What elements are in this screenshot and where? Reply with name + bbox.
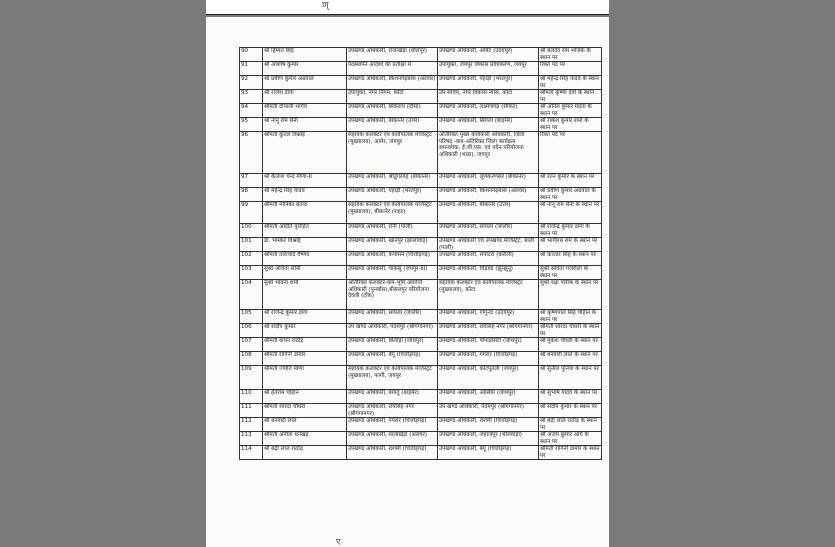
current-posting-cell: उपखण्ड अधिकारी, रायसिंह नगर (श्रीगंगानगर) (347, 404, 438, 418)
table-row (240, 202, 602, 224)
current-posting-cell: सहायक कलक्टर एवं कार्यपालक मजिस्ट्रेट (मुख्यालय), आमेर, जयपुर (347, 132, 438, 174)
remark-cell: श्री राकेश कुमार शर्मा के स्थान पर (539, 118, 602, 132)
serial-number-cell: 91 (240, 62, 263, 76)
officer-name-cell: श्री प्रवीण कुमार अग्रवाल (263, 76, 347, 90)
serial-number-cell: 94 (240, 104, 263, 118)
new-posting-cell: उपखण्ड अधिकारी, बेगूं (चित्तौड़गढ़) (438, 446, 539, 460)
new-posting-cell: उपखण्ड अधिकारी, रायसिंह नगर (श्रीगंगानगर) (438, 324, 539, 338)
officer-name-cell: श्रीमती ज्योति मीणा (263, 366, 347, 390)
current-posting-cell: उपखण्ड अधिकारी, सायला (जालौर) (347, 310, 438, 324)
table-row (240, 338, 602, 352)
table-row (240, 432, 602, 446)
remark-cell: श्री मुकेश चौधरी के स्थान पर (539, 338, 602, 352)
serial-number-cell: 96 (240, 132, 263, 174)
remark-cell: श्री प्रवीण कुमार अग्रवाल के स्थान पर (539, 188, 602, 202)
current-posting-cell: सहायक कलक्टर एवं कार्यपालक मजिस्ट्रेट (मुख्यालय), फागी, जयपुर (347, 366, 438, 390)
footer-mark: ए (336, 537, 341, 546)
table-row (240, 224, 602, 238)
table-row (240, 324, 602, 338)
current-posting-cell: उपखण्ड अधिकारी, रानी (पाली) (347, 224, 438, 238)
remark-cell: श्री बलदेव राम भोजक के स्थान पर (539, 48, 602, 62)
remark-cell: श्री रतन कुमार के स्थान पर (539, 174, 602, 188)
remark-cell: श्री बद्री लाल राठौड़ के स्थान पर (539, 418, 602, 432)
new-posting-cell: उपखण्ड अधिकारी, सायला (जालौर) (438, 224, 539, 238)
officer-name-cell: श्रीमती शारदा चौधरी (263, 404, 347, 418)
officer-name-cell: श्रीमती रागिनी डामोर (263, 352, 347, 366)
remark-cell: श्री नानू राम सैनी के स्थान पर (539, 202, 602, 224)
officer-name-cell: श्रीमती कंचन राठौड़ (263, 338, 347, 352)
table-row (240, 90, 602, 104)
serial-number-cell: 103 (240, 266, 263, 280)
officer-name-cell: सुश्री अर्चिता सोनी (263, 266, 347, 280)
officer-name-cell: श्री महेन्द्र सिंह यादव (263, 188, 347, 202)
current-posting-cell: उपखण्ड अधिकारी, चाकसू (जयपुर-III) (347, 266, 438, 280)
serial-number-cell: 100 (240, 224, 263, 238)
new-posting-cell: उपखण्ड अधिकारी, सपोटरा (करौली) (438, 252, 539, 266)
new-posting-cell: उपखण्ड अधिकारी, ओसियां (जोधपुर) (438, 390, 539, 404)
current-posting-cell: पदस्थापन आदेशों की प्रतीक्षा में (347, 62, 438, 76)
new-posting-cell: उपखण्ड अधिकारी, जहाजपुर (भीलवाड़ा) (438, 432, 539, 446)
serial-number-cell: 114 (240, 446, 263, 460)
officer-name-cell: श्रीमती अदिति पुरोहित (263, 224, 347, 238)
table-row (240, 266, 602, 280)
serial-number-cell: 98 (240, 188, 263, 202)
officer-name-cell: श्री नानू राम सैनी (263, 118, 347, 132)
new-posting-cell: उपखण्ड अधिकारी, कोटपूतली (जयपुर) (438, 366, 539, 390)
new-posting-cell: उपखण्ड अधिकारी, गंगरार (चित्तौड़गढ़) (438, 352, 539, 366)
serial-number-cell: 108 (240, 352, 263, 366)
serial-number-cell: 105 (240, 310, 263, 324)
serial-number-cell: 95 (240, 118, 263, 132)
table-row (240, 446, 602, 460)
serial-number-cell: 106 (240, 324, 263, 338)
remark-cell: श्री बनवारी लाल के स्थान पर (539, 352, 602, 366)
officer-name-cell: श्रीमती अनीता धनखड़ (263, 432, 347, 446)
officer-name-cell: श्रीमती दीपाली भार्गव (263, 104, 347, 118)
serial-number-cell: 93 (240, 90, 263, 104)
serial-number-cell: 111 (240, 404, 263, 418)
transfer-table-body (240, 48, 602, 460)
serial-number-cell: 99 (240, 202, 263, 224)
current-posting-cell: उपखण्ड अधिकारी, बेगूं (चित्तौड़गढ़) (347, 352, 438, 366)
remark-cell: रिक्त पद पर (539, 62, 602, 76)
new-posting-cell: उपखण्ड अधिकारी, राशमी (चित्तौड़गढ़) (438, 418, 539, 432)
table-row (240, 132, 602, 174)
table-row (240, 418, 602, 432)
table-row (240, 76, 602, 90)
current-posting-cell: उपखण्ड अधिकारी, बिलाड़ा (जोधपुर) (347, 338, 438, 352)
current-posting-cell: उपखण्ड अधिकारी, कपासन (चित्तौड़गढ़) (347, 252, 438, 266)
remark-cell: श्रीमती कृष्णा देवी के स्थान पर (539, 90, 602, 104)
officer-name-cell: सुश्री भावना शर्मा (263, 280, 347, 310)
current-posting-cell: उपखण्ड अधिकारी, राजाखेड़ा (धौलपुर) (347, 48, 438, 62)
serial-number-cell: 110 (240, 390, 263, 404)
officer-name-cell: श्री बद्री लाल राठौड़ (263, 446, 347, 460)
officer-name-cell: श्री कैलाश चन्द मीणा-II (263, 174, 347, 188)
officer-name-cell: श्री आशीष कुमार (263, 62, 347, 76)
current-posting-cell: उपखण्ड अधिकारी, सिकराय (दौसा) (347, 104, 438, 118)
new-posting-cell: अतिरिक्त मुख्य कार्यकारी अधिकारी, जिला परिषद् -कम-अतिरिक्त जिला कार्यक्रम समन्वयक, ई.जी.एस. एवं पदेन परियोजना अधिकारी (भाडा), जयपुर (438, 132, 539, 174)
new-posting-cell: उपखण्ड अधिकारी, आमेट (उदयपुर) (438, 48, 539, 62)
officer-name-cell: श्री बनवारी लाल (263, 418, 347, 432)
current-posting-cell: उपायुक्त, नगर निगम, कोटा (347, 90, 438, 104)
current-posting-cell: उपखण्ड अधिकारी, बायतु (बाड़मेर) (347, 390, 438, 404)
officer-name-cell: श्री राजेन्द्र कुमार डागा (263, 310, 347, 324)
current-posting-cell: उपखण्ड अधिकारी, पहाड़ी (भरतपुर) (347, 188, 438, 202)
remark-cell: श्रीमती रागिनी डामोर के स्थान पर (539, 446, 602, 460)
table-row (240, 280, 602, 310)
previous-page-edge (206, 0, 609, 15)
current-posting-cell: उपखण्ड अधिकारी, बीकानेर (उत्तर) (347, 118, 438, 132)
table-row (240, 404, 602, 418)
remark-cell: श्री कृष्णपाल सिंह चौहान के स्थान पर (539, 310, 602, 324)
officer-name-cell: श्रीमती मोनिका बतारा (263, 202, 347, 224)
remark-cell: श्री राजेन्द्र कुमार डागा के स्थान पर (539, 224, 602, 238)
remark-cell: श्री महेन्द्र सिंह यादव के स्थान पर (539, 76, 602, 90)
table-row (240, 118, 602, 132)
current-posting-cell: उपखण्ड अधिकारी, श्रीडूंगरगढ़ (बीकानेर) (347, 174, 438, 188)
remark-cell: सुश्री सविता गजरौला के स्थान पर (539, 266, 602, 280)
officer-name-cell: श्रीमती कुंतल विश्नोई (263, 132, 347, 174)
table-row (240, 48, 602, 62)
table-row (240, 104, 602, 118)
new-posting-cell: उप खण्ड अधिकारी, पदमपुर (श्रीगंगानगर) (438, 404, 539, 418)
officer-name-cell: डॉ. भास्कर विश्नोई (263, 238, 347, 252)
new-posting-cell: उपखण्ड अधिकारी, गोगुन्दा (उदयपुर) (438, 310, 539, 324)
table-row (240, 390, 602, 404)
table-row (240, 174, 602, 188)
current-posting-cell: उपखण्ड अधिकारी, खानपुर (झालावाड़) (347, 238, 438, 252)
new-posting-cell: उप सचिव, नगर विकास न्यास, कोटा (438, 90, 539, 104)
transfer-table (239, 47, 602, 460)
new-posting-cell: उपखण्ड अधिकारी, सिंगला (बाड़मेर) (438, 118, 539, 132)
current-posting-cell: उपखण्ड अधिकारी, किशनगढ़बास (अलवर) (347, 76, 438, 90)
serial-number-cell: 113 (240, 432, 263, 446)
remark-cell: श्री करतार सिंह के स्थान पर (539, 252, 602, 266)
table-row (240, 366, 602, 390)
table-row (240, 62, 602, 76)
remark-cell: रिक्त पद पर (539, 132, 602, 174)
officer-name-cell: श्री राजेश डागा (263, 90, 347, 104)
table-row (240, 252, 602, 266)
document-page (206, 17, 609, 547)
serial-number-cell: 101 (240, 238, 263, 252)
new-posting-cell: सहायक कलक्टर एवं कार्यपालक मजिस्ट्रेट (मुख्यालय), कोटा (438, 280, 539, 310)
serial-number-cell: 90 (240, 48, 263, 62)
page-mark: ण् (322, 1, 329, 11)
new-posting-cell: उपखण्ड अधिकारी, पीपाड़सिटी (जोधपुर) (438, 338, 539, 352)
remark-cell: श्री भागीरथ राम के स्थान पर (539, 238, 602, 252)
new-posting-cell: उपखण्ड अधिकारी, पहाड़ी (भरतपुर) (438, 76, 539, 90)
new-posting-cell: उपखण्ड अधिकारी, बीकानेर (उत्तर) (438, 202, 539, 224)
serial-number-cell: 104 (240, 280, 263, 310)
new-posting-cell: उपखण्ड अधिकारी एवं उपखण्ड मजिस्ट्रेट, बाली (पाली) (438, 238, 539, 252)
new-posting-cell: उपखण्ड अधिकारी, लक्ष्मणगढ़ (सीकर) (438, 104, 539, 118)
new-posting-cell: उपखण्ड अधिकारी, किशनगढ़बास (अलवर) (438, 188, 539, 202)
current-posting-cell: उपखण्ड अधिकारी, राशमी (चित्तौड़गढ़) (347, 446, 438, 460)
current-posting-cell: अतिरिक्त कलक्टर-कम-भूमि अवाप्ति अधिकारी (पुनर्वास),बीसलपुर परियोजना देवली (टोंक) (347, 280, 438, 310)
remark-cell: श्रीमती शारदा चौधरी के स्थान पर (539, 324, 602, 338)
current-posting-cell: उप खण्ड अधिकारी, पदमपुर (श्रीगंगानगर) (347, 324, 438, 338)
current-posting-cell: उपखण्ड अधिकारी, गंगरार (चित्तौड़गढ़) (347, 418, 438, 432)
table-row (240, 188, 602, 202)
remark-cell: श्री संदीप कुमार के स्थान पर (539, 404, 602, 418)
officer-name-cell: श्री संदीप कुमार (263, 324, 347, 338)
new-posting-cell: उपखण्ड अधिकारी, लूणकरणसर (बीकानेर) (438, 174, 539, 188)
current-posting-cell: सहायक कलक्टर एवं कार्यपालक मजिस्ट्रेट (मुख्यालय), बीकानेर (शहर) (347, 202, 438, 224)
officer-name-cell: श्री हेतराम चौहान (263, 390, 347, 404)
remark-cell: श्री सुभाष यादव के स्थान पर (539, 390, 602, 404)
serial-number-cell: 92 (240, 76, 263, 90)
current-posting-cell: उपखण्ड अधिकारी, मालाखेड़ा (अलवर) (347, 432, 438, 446)
new-posting-cell: उपखण्ड अधिकारी, चिड़ावा (झुन्झुनूं) (438, 266, 539, 280)
serial-number-cell: 112 (240, 418, 263, 432)
serial-number-cell: 97 (240, 174, 263, 188)
serial-number-cell: 107 (240, 338, 263, 352)
table-row (240, 310, 602, 324)
remark-cell: श्री सुनील पूनिया के स्थान पर (539, 366, 602, 390)
table-row (240, 352, 602, 366)
remark-cell: सुश्री रक्षा पारीक के स्थान पर (539, 280, 602, 310)
officer-name-cell: श्री हिम्मत सिंह (263, 48, 347, 62)
new-posting-cell: उपायुक्त, जयपुर विकास प्राधिकरण, जयपुर (438, 62, 539, 76)
remark-cell: श्री अनिल कुमार महता के स्थान पर (539, 104, 602, 118)
officer-name-cell: श्रीमती ताराचंदि वैष्णव (263, 252, 347, 266)
remark-cell: श्री अजय कुमार आर्य के स्थान पर (539, 432, 602, 446)
table-row (240, 238, 602, 252)
serial-number-cell: 109 (240, 366, 263, 390)
serial-number-cell: 102 (240, 252, 263, 266)
